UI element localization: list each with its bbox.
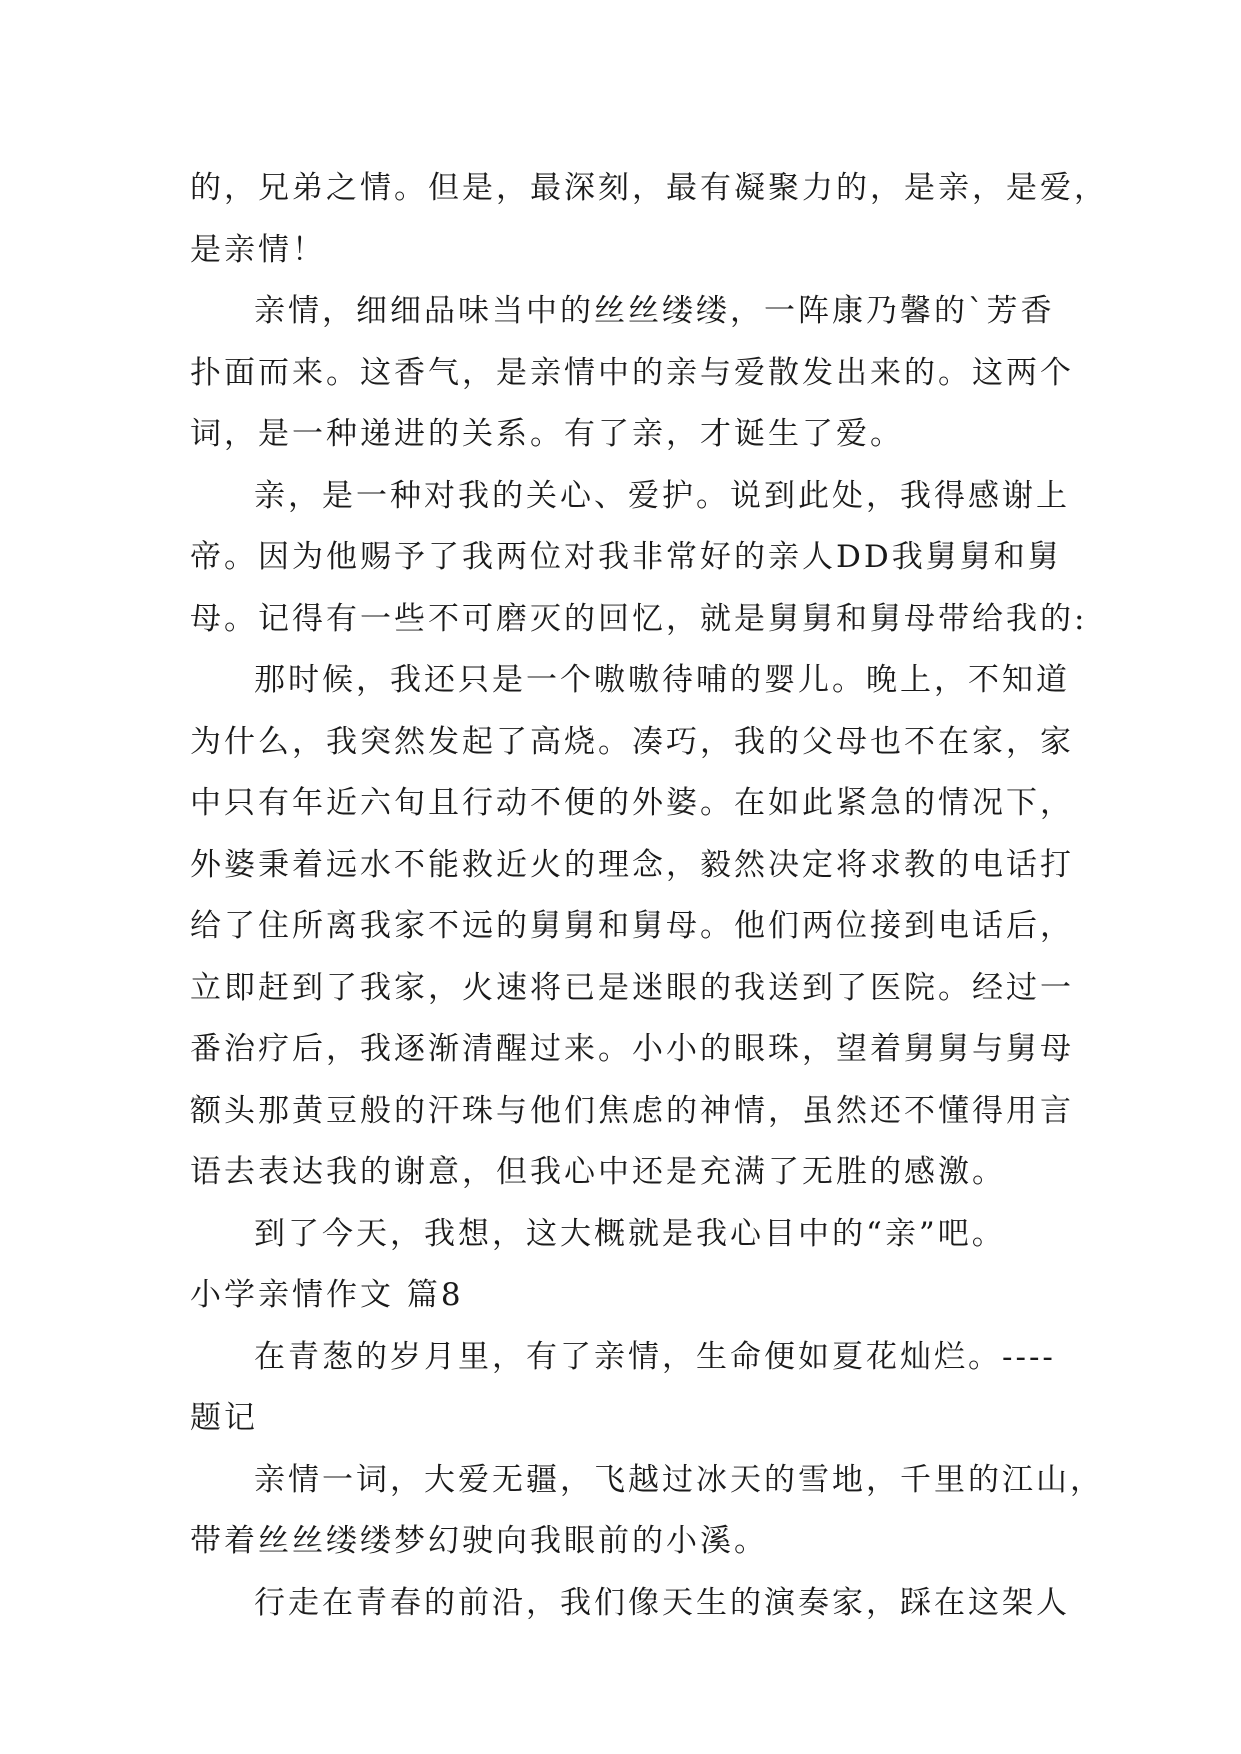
- text-line: 在青葱的岁月里，有了亲情，生命便如夏花灿烂。----: [254, 1338, 1056, 1375]
- text-line: 中只有年近六旬且行动不便的外婆。在如此紧急的情况下，: [190, 785, 1074, 821]
- text-line: 给了住所离我家不远的舅舅和舅母。他们两位接到电话后，: [190, 908, 1074, 944]
- text-line: 到了今天，我想，这大概就是我心目中的“亲”吧。: [254, 1215, 1006, 1252]
- text-line: 额头那黄豆般的汗珠与他们焦虑的神情，虽然还不懂得用言: [190, 1092, 1074, 1129]
- text-line: 亲情一词，大爱无疆，飞越过冰天的雪地，千里的江山，: [254, 1461, 1104, 1498]
- text-line: 立即赶到了我家，火速将已是迷眼的我送到了医院。经过一: [190, 969, 1074, 1006]
- text-line: 为什么，我突然发起了高烧。凑巧，我的父母也不在家，家: [190, 723, 1074, 760]
- text-line: 亲，是一种对我的关心、爱护。说到此处，我得感谢上: [254, 477, 1070, 514]
- text-line: 亲情，细细品味当中的丝丝缕缕，一阵康乃馨的`芳香: [254, 293, 1055, 329]
- text-line: 那时候，我还只是一个嗷嗷待哺的婴儿。晚上，不知道: [254, 662, 1070, 698]
- text-line: 是亲情！: [190, 231, 326, 268]
- text-line: 带着丝丝缕缕梦幻驶向我眼前的小溪。: [190, 1523, 768, 1559]
- essay-text-body: [190, 158, 1108, 1634]
- section-heading: 小学亲情作文 篇8: [190, 1277, 464, 1313]
- text-line: 扑面而来。这香气，是亲情中的亲与爱散发出来的。这两个: [190, 354, 1074, 391]
- text-line: 番治疗后，我逐渐清醒过来。小小的眼珠，望着舅舅与舅母: [190, 1031, 1074, 1067]
- text-line: 语去表达我的谢意，但我心中还是充满了无胜的感激。: [190, 1154, 1006, 1190]
- text-line: 题记: [190, 1400, 258, 1436]
- text-line: 词，是一种递进的关系。有了亲，才诞生了爱。: [190, 416, 904, 452]
- text-line: 的，兄弟之情。但是，最深刻，最有凝聚力的，是亲，是爱，: [190, 170, 1108, 206]
- text-line: 行走在青春的前沿，我们像天生的演奏家，踩在这架人: [254, 1584, 1070, 1621]
- text-line: 帝。因为他赐予了我两位对我非常好的亲人DD我舅舅和舅: [190, 539, 1062, 575]
- text-line: 母。记得有一些不可磨灭的回忆，就是舅舅和舅母带给我的:: [190, 600, 1088, 637]
- text-line: 外婆秉着远水不能救近火的理念，毅然决定将求教的电话打: [190, 846, 1074, 883]
